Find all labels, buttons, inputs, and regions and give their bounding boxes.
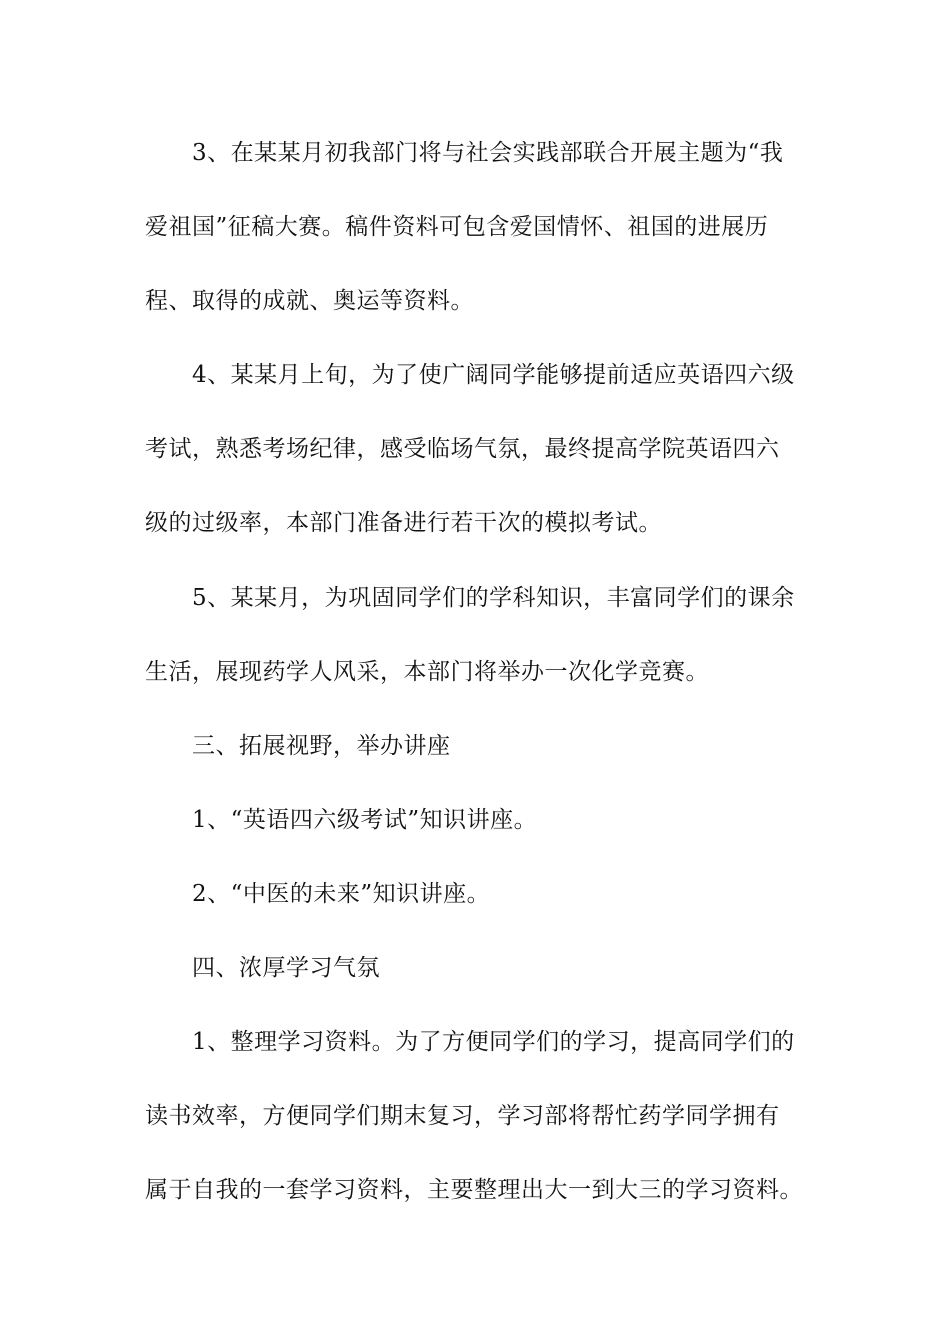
section-heading-4: 四、浓厚学习气氛 [192, 955, 380, 981]
paragraph-5-line-2: 生活，展现药学人风采，本部门将举办一次化学竞赛。 [145, 659, 709, 685]
paragraph-4-line-2: 考试，熟悉考场纪律，感受临场气氛，最终提高学院英语四六 [145, 436, 780, 462]
paragraph-3-line-2: 爱祖国”征稿大赛。稿件资料可包含爱国情怀、祖国的进展历 [145, 214, 769, 240]
paragraph-5-line-1: 5、某某月，为巩固同学们的学科知识，丰富同学们的课余 [192, 585, 795, 611]
study-paragraph-line-2: 读书效率，方便同学们期末复习，学习部将帮忙药学同学拥有 [145, 1103, 780, 1129]
paragraph-3-line-1: 3、在某某月初我部门将与社会实践部联合开展主题为“我 [192, 140, 784, 166]
lecture-item-1: 1、“英语四六级考试”知识讲座。 [192, 807, 538, 833]
study-paragraph-line-3: 属于自我的一套学习资料，主要整理出大一到大三的学习资料。 [145, 1177, 803, 1203]
lecture-item-2: 2、“中医的未来”知识讲座。 [192, 881, 491, 907]
paragraph-3-line-3: 程、取得的成就、奥运等资料。 [145, 288, 474, 314]
paragraph-4-line-3: 级的过级率，本部门准备进行若干次的模拟考试。 [145, 510, 662, 536]
study-paragraph-line-1: 1、整理学习资料。为了方便同学们的学习，提高同学们的 [192, 1029, 795, 1055]
section-heading-3: 三、拓展视野，举办讲座 [192, 733, 451, 759]
paragraph-4-line-1: 4、某某月上旬，为了使广阔同学能够提前适应英语四六级 [192, 362, 795, 388]
